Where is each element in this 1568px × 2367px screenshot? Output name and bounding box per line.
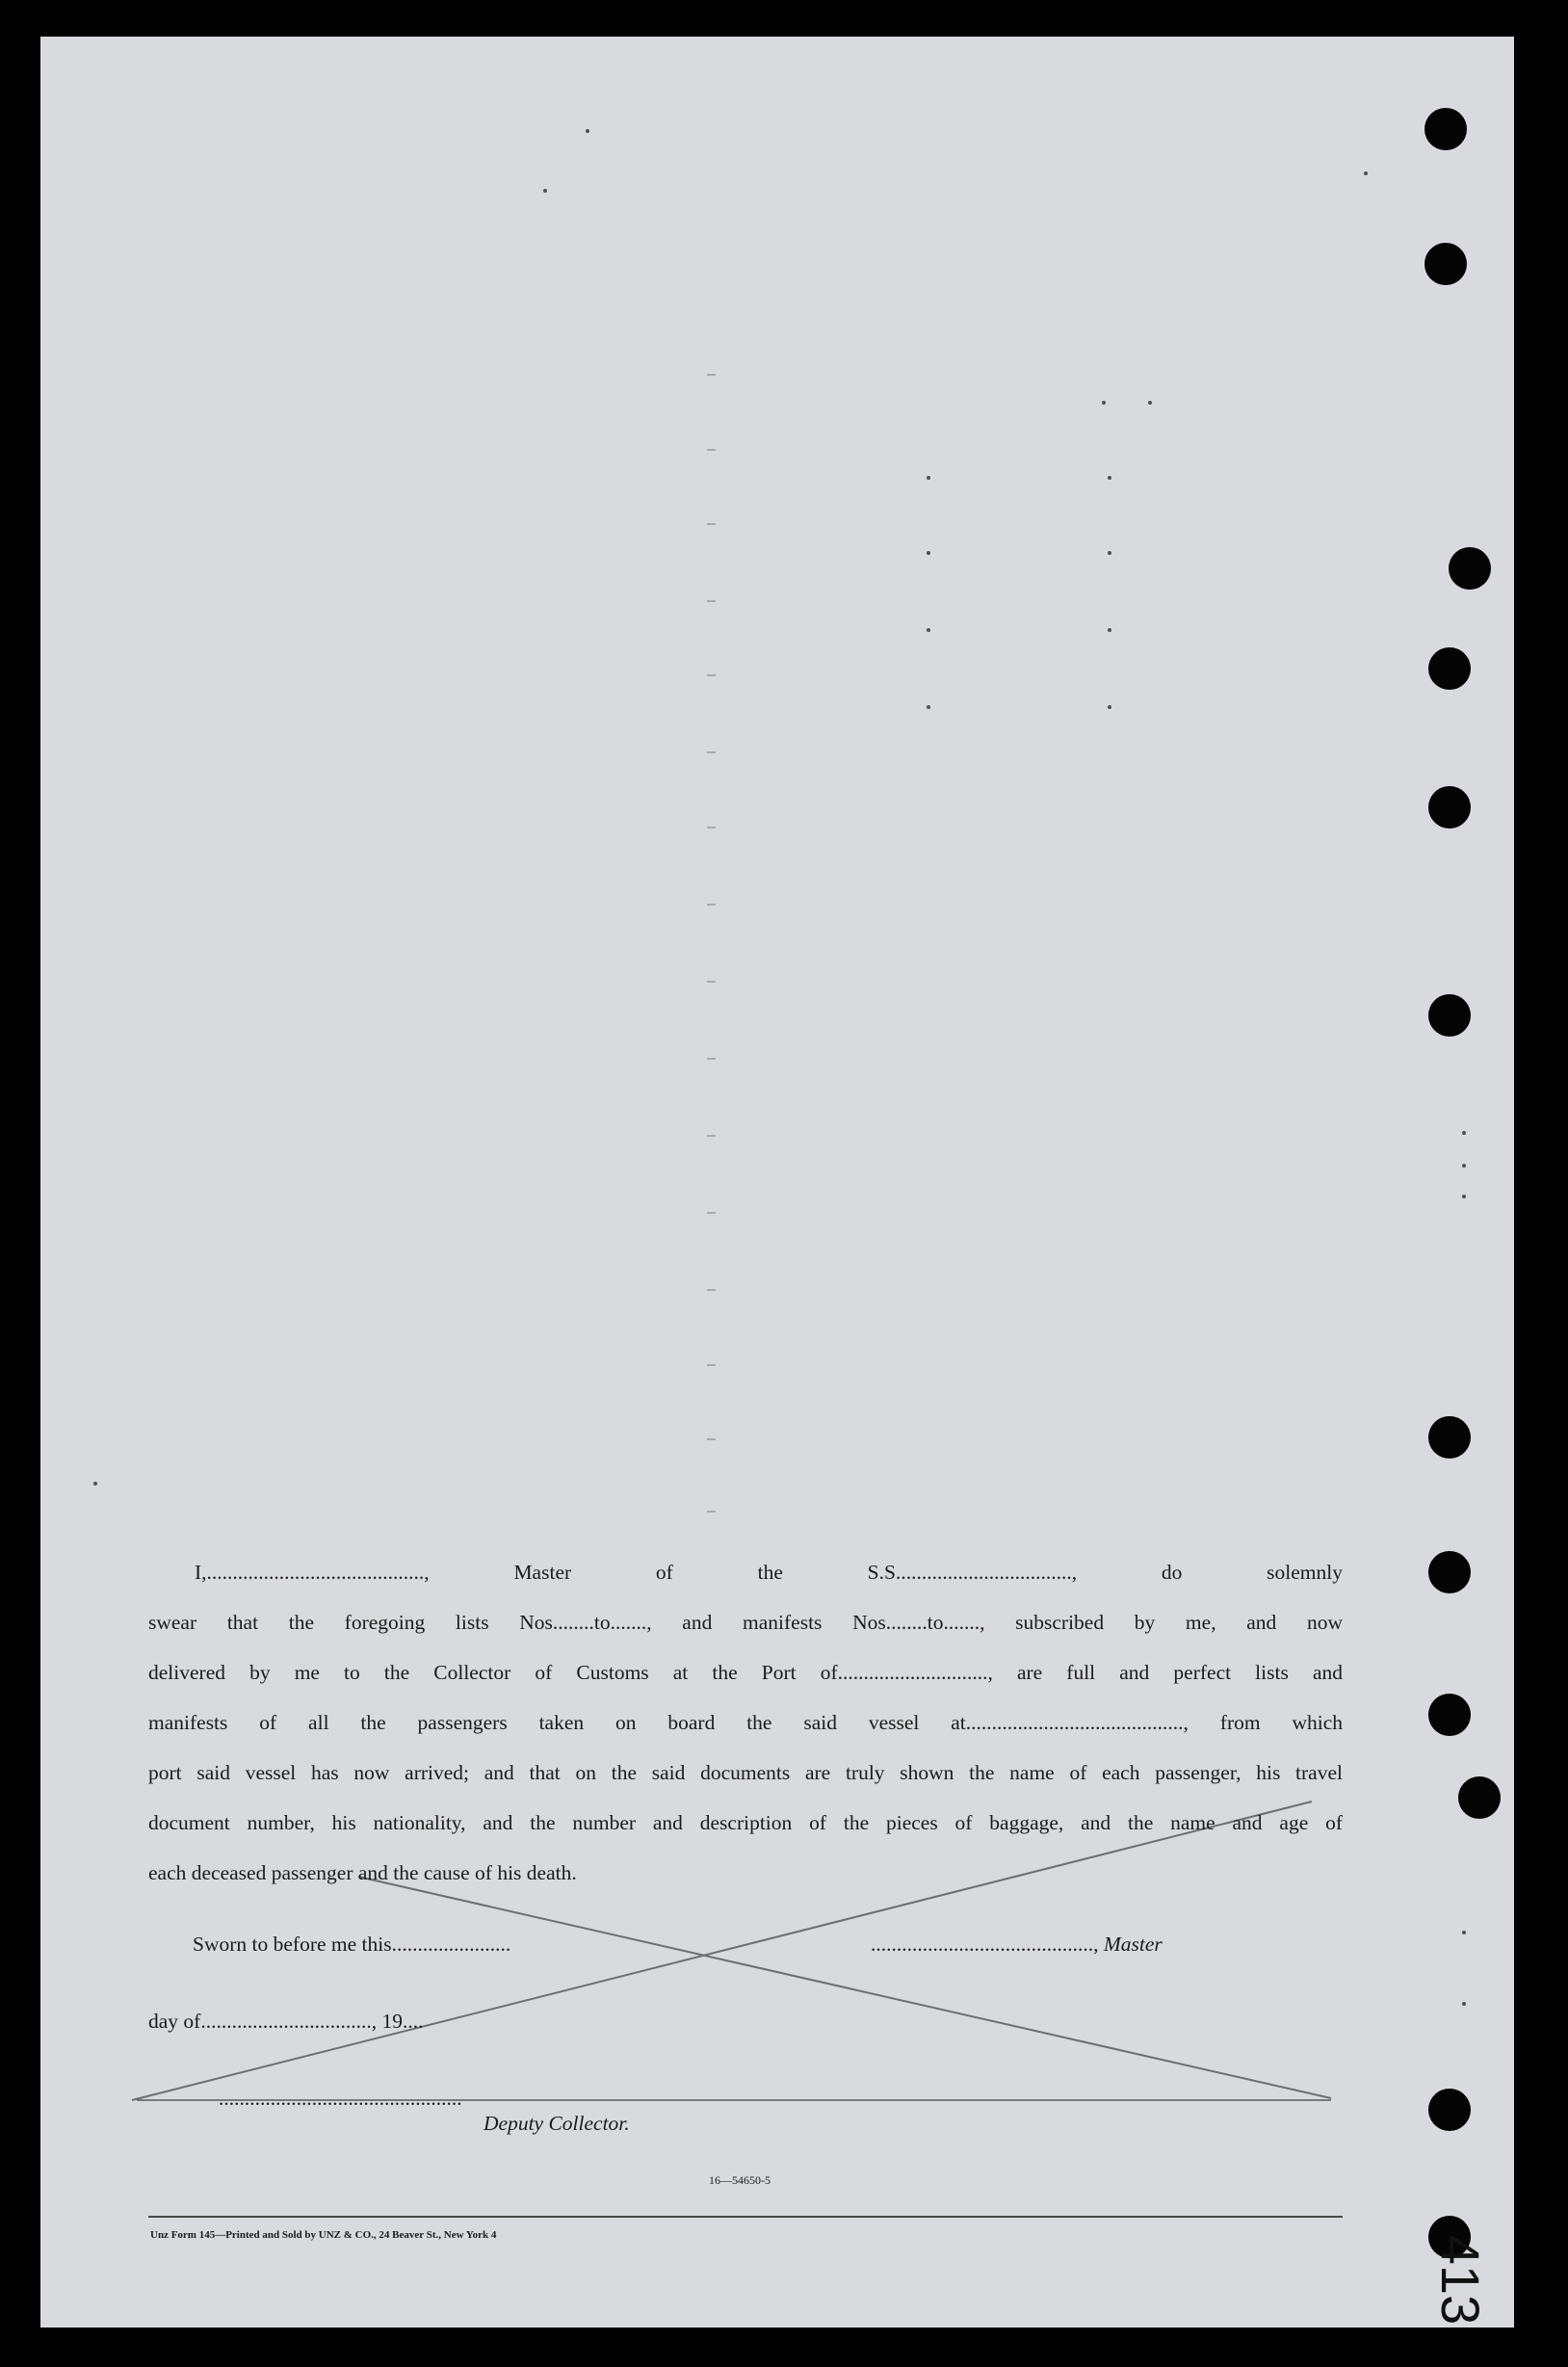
deputy-dots: ............................................... bbox=[219, 2087, 462, 2110]
document-page bbox=[40, 37, 1514, 2328]
oath-line: each deceased passenger and the cause of his death. bbox=[148, 1861, 577, 1884]
cancellation-strokes bbox=[40, 37, 1514, 2328]
sworn-line bbox=[193, 1933, 510, 1957]
master-dots: ..........................................., bbox=[871, 1933, 1099, 1956]
oath-line: document number, his nationality, and the number and description of the pieces of baggage, and the name and age of bbox=[148, 1811, 1343, 1834]
oath-line: I,.........................................., Master of the S.S.................................., do solemnly bbox=[195, 1561, 1343, 1584]
footer-imprint: Unz Form 145—Printed and Sold by UNZ & CO., 24 Beaver St., New York 4 bbox=[150, 2229, 497, 2241]
footer-rule bbox=[148, 2216, 1343, 2218]
deputy-collector-label: Deputy Collector. bbox=[483, 2112, 630, 2135]
cancellation-stroke bbox=[358, 1877, 1331, 2098]
day-of-line bbox=[148, 2010, 423, 2034]
day-of-text: day of................................., 19.... bbox=[148, 2010, 424, 2033]
page-number: 413 bbox=[1430, 2234, 1492, 2326]
oath-line: swear that the foregoing lists Nos........to......., and manifests Nos........to......., subscribed by me, and now bbox=[148, 1611, 1343, 1634]
sworn-text: Sworn to before me this....................... bbox=[193, 1933, 511, 1956]
oath-line: manifests of all the passengers taken on board the said vessel at.........................................., from which bbox=[148, 1711, 1343, 1734]
form-number: 16—54650-5 bbox=[709, 2173, 771, 2187]
master-signature-line bbox=[871, 1933, 1163, 1957]
master-oath bbox=[148, 1547, 1343, 1898]
oath-line: port said vessel has now arrived; and that on the said documents are truly shown the name of each passenger, his travel bbox=[148, 1761, 1343, 1784]
master-label: Master bbox=[1103, 1933, 1163, 1956]
oath-line: delivered by me to the Collector of Customs at the Port of............................., are full and perfect lists and bbox=[148, 1661, 1343, 1684]
